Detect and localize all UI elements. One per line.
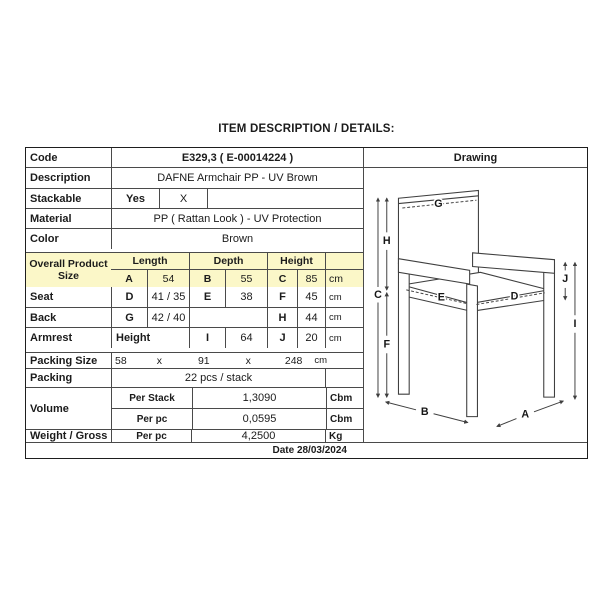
material-row [26, 209, 363, 229]
stackable-mark: X [159, 189, 207, 208]
volume-per-stack-row [112, 388, 363, 409]
weight-per-pc-label: Per pc [111, 430, 191, 442]
per-pc-value: 0,0595 [192, 409, 326, 429]
front-right-leg [544, 262, 555, 398]
dim-label-i: I [573, 318, 577, 331]
volume-label: Volume [30, 402, 69, 415]
packing-value: 22 pcs / stack [111, 369, 325, 387]
back-empty-cell [189, 308, 267, 327]
date-value: Date 28/03/2024 [272, 445, 347, 456]
seat-row [26, 287, 363, 308]
packing-size-x2: x [245, 354, 251, 367]
dim-line-b-left [386, 402, 416, 410]
per-stack-unit: Cbm [326, 388, 363, 408]
packing-size-row [26, 352, 363, 369]
front-left-leg [467, 284, 478, 417]
chair-line-drawing [364, 168, 587, 442]
dim-letter-d: D [111, 287, 147, 307]
dim-label-h: H [382, 235, 391, 248]
dim-letter-e: E [189, 287, 225, 307]
back-label: Back [30, 311, 57, 324]
packing-label: Packing [30, 372, 73, 384]
armrest-label: Armrest [30, 332, 73, 344]
description-label: Description [30, 172, 91, 184]
code-label: Code [30, 151, 58, 164]
dim-label-f: F [383, 338, 391, 351]
packing-size-unit: cm [314, 355, 328, 366]
per-stack-label: Per Stack [129, 392, 175, 404]
dim-line-a-left [497, 419, 517, 427]
dim-letter-f: F [267, 287, 297, 307]
drawing-header: Drawing [364, 148, 587, 168]
code-value: E329,3 ( E-00014224 ) [111, 148, 363, 167]
packing-row [26, 369, 363, 388]
packing-size-d1: 58 [115, 354, 127, 367]
dim-label-e: E [437, 291, 445, 304]
dim-value-a: 54 [147, 270, 189, 287]
weight-unit: Kg [325, 430, 363, 442]
chair-drawing [364, 168, 587, 442]
page-title: ITEM DESCRIPTION / DETAILS: [218, 123, 395, 135]
per-stack-value: 1,3090 [192, 388, 326, 408]
item-spec-table [25, 147, 588, 459]
overall-size-grid [111, 253, 363, 287]
stackable-row [26, 189, 363, 209]
right-armrest [473, 253, 555, 273]
dim-letter-g: G [111, 308, 147, 327]
dim-label-c: C [374, 288, 382, 301]
dim-label-j: J [562, 273, 569, 286]
size-header-unit-cell [325, 253, 363, 269]
armrest-row [26, 328, 363, 348]
dim-letter-h: H [267, 308, 297, 327]
height-header: Height [267, 253, 325, 269]
stackable-option: Yes [111, 189, 159, 208]
weight-label: Weight / Gross [30, 430, 108, 442]
seat-unit: cm [325, 287, 363, 307]
code-row [26, 148, 363, 168]
volume-rows [111, 388, 363, 429]
seat-label: Seat [30, 291, 54, 303]
dim-letter-j: J [267, 328, 297, 348]
packing-size-d3: 248 [284, 354, 303, 367]
packing-size-d2: 91 [197, 354, 210, 367]
armrest-unit: cm [325, 328, 363, 348]
length-header: Length [111, 253, 189, 269]
description-value: DAFNE Armchair PP - UV Brown [111, 168, 363, 188]
dim-letter-a: A [111, 270, 147, 287]
dim-value-b: 55 [225, 270, 267, 287]
back-unit: cm [325, 308, 363, 327]
dim-line-b-right [434, 414, 468, 423]
dim-value-c: 85 [297, 270, 325, 287]
weight-row [26, 430, 363, 442]
depth-header: Depth [189, 253, 267, 269]
overall-size-block [26, 252, 363, 287]
dim-label-d: D [510, 290, 519, 303]
color-value: Brown [111, 229, 363, 249]
dim-letter-b: B [189, 270, 225, 287]
date-row [26, 442, 587, 458]
back-row [26, 308, 363, 328]
description-row [26, 168, 363, 189]
dim-label-a: A [521, 408, 530, 421]
armrest-height-label: Height [111, 328, 189, 348]
spec-left-section [26, 148, 363, 442]
stackable-empty-cell [207, 189, 363, 208]
per-pc-unit: Cbm [326, 409, 363, 429]
dim-value-d: 41 / 35 [147, 287, 189, 307]
dim-value-e: 38 [225, 287, 267, 307]
dim-letter-c: C [267, 270, 297, 287]
back-left-leg [398, 264, 409, 395]
stackable-label: Stackable [30, 192, 82, 205]
material-label: Material [30, 212, 72, 225]
color-row [26, 229, 363, 249]
overall-size-label: Overall Product Size [26, 253, 111, 287]
volume-per-pc-row [112, 409, 363, 429]
volume-block [26, 388, 363, 430]
weight-value: 4,2500 [191, 430, 325, 442]
dim-value-f: 45 [297, 287, 325, 307]
material-value: PP ( Rattan Look ) - UV Protection [111, 209, 363, 228]
dim-value-j: 20 [297, 328, 325, 348]
drawing-section [363, 148, 587, 442]
packing-size-values [111, 353, 363, 368]
dim-value-h: 44 [297, 308, 325, 327]
color-label: Color [30, 233, 59, 245]
per-pc-label: Per pc [136, 413, 168, 425]
size-header-row [111, 253, 363, 270]
dim-value-g: 42 / 40 [147, 308, 189, 327]
overall-values-row [111, 270, 363, 287]
packing-size-x1: x [156, 354, 162, 367]
dim-letter-i: I [189, 328, 225, 348]
dim-label-g: G [434, 198, 443, 211]
overall-unit: cm [325, 270, 363, 287]
dim-label-b: B [420, 405, 429, 418]
packing-empty-unit-cell [325, 369, 363, 387]
packing-size-label: Packing Size [30, 354, 98, 367]
dim-line-a-right [534, 401, 563, 412]
dim-value-i: 64 [225, 328, 267, 348]
